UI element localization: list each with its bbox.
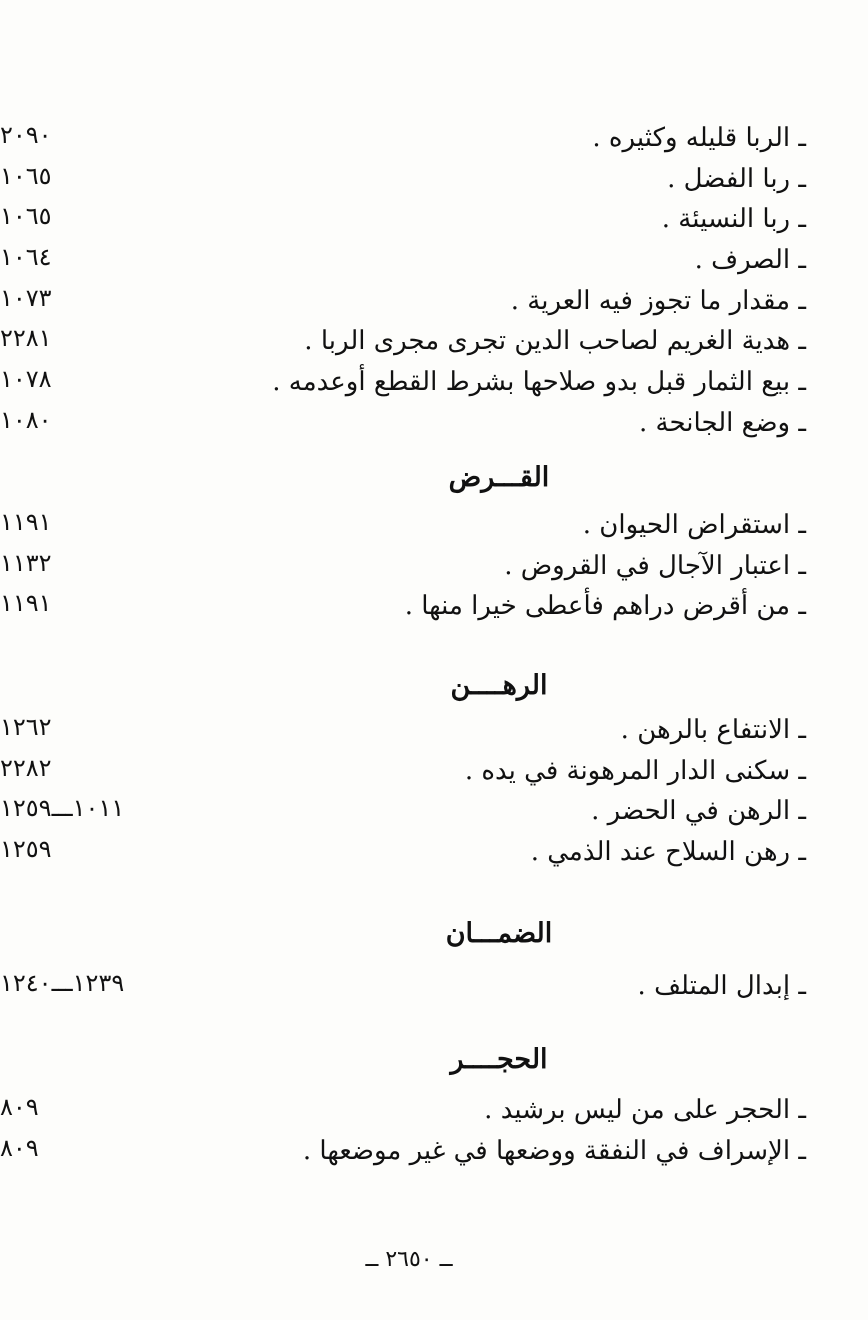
entry-page-number: ١١٩١ [0,589,52,618]
index-entry [0,832,868,873]
index-entry [0,710,868,751]
entry-text: ـ الصرف . [694,245,806,276]
entry-text: ـ استقراض الحيوان . [582,510,806,540]
section-heading-rahn: الرهــــن [450,670,548,701]
entry-text: ـ الانتفاع بالرهن . [620,715,806,745]
index-entry [0,546,868,587]
entry-text: ـ بيع الثمار قبل بدو صلاحها بشرط القطع أوعدمه . [272,367,806,398]
index-entry [0,321,868,362]
entry-page-number: ٢٢٨١ [0,324,52,353]
entry-page-number: ١٢٦٢ [0,713,52,741]
index-entry [0,159,868,200]
entry-text: ـ مقدار ما تجوز فيه العرية . [510,285,806,316]
entry-text: ـ الحجر على من ليس برشيد . [484,1095,806,1125]
entry-text: ـ وضع الجانحة . [639,407,806,438]
index-entry [0,240,868,281]
entry-text: ـ ربا النسيئة . [661,204,806,235]
rahn-section [0,710,868,873]
entry-page-number: ١٠٦٥ [0,161,52,190]
entry-text: ـ الربا قليله وكثيره . [592,123,806,153]
index-entry [0,1131,868,1172]
entry-text: ـ ربا الفضل . [667,163,806,194]
entry-page-number: ٨٠٩ [0,1133,39,1162]
entry-text: ـ سكنى الدار المرهونة في يده . [464,755,806,786]
entry-page-number: ١٢٥٩ [0,835,52,864]
index-entry [0,966,868,1007]
entry-page-number: ١٠٨٠ [0,405,52,434]
index-entry [0,199,868,240]
page-number-footer: ــ ٢٦٥٠ ــ [365,1247,453,1272]
entry-text: ـ الرهن في الحضر . [591,796,806,827]
entry-page-number: ٨٠٩ [0,1093,39,1121]
index-entry [0,403,868,444]
entry-page-number: ١٠١١ـــ١٢٥٩ [0,794,125,823]
entry-page-number: ٢٠٩٠ [0,121,52,149]
section-heading-hajr: الحجــــر [450,1044,548,1075]
entry-text: ـ الإسراف في النفقة ووضعها في غير موضعها . [302,1135,806,1166]
index-entry [0,791,868,832]
entry-page-number: ١٠٦٥ [0,202,52,231]
index-entry [0,586,868,627]
riba-section [0,118,868,444]
entry-text: ـ من أقرض دراهم فأعطى خيرا منها . [404,591,806,622]
entry-page-number: ١٠٦٤ [0,243,52,272]
section-heading-daman: الضمـــان [445,918,553,949]
entry-page-number: ١٢٣٩ـــ١٢٤٠ [0,969,125,997]
entry-text: ـ اعتبار الآجال في القروض . [504,550,806,581]
entry-page-number: ١٠٧٣ [0,283,52,312]
index-entry [0,281,868,322]
daman-section [0,966,868,1007]
entry-text: ـ إبدال المتلف . [637,971,806,1001]
section-heading-qard: القـــرض [448,462,550,493]
index-entry [0,118,868,159]
index-entry [0,751,868,792]
index-entry [0,505,868,546]
index-entry [0,1090,868,1131]
entry-page-number: ٢٢٨٢ [0,753,52,782]
index-entry [0,362,868,403]
entry-page-number: ١١٣٢ [0,548,52,577]
entry-text: ـ هدية الغريم لصاحب الدين تجرى مجرى الربا . [304,326,806,357]
qard-section [0,505,868,627]
entry-page-number: ١١٩١ [0,508,52,536]
entry-page-number: ١٠٧٨ [0,365,52,394]
entry-text: ـ رهن السلاح عند الذمي . [530,837,806,868]
hajr-section [0,1090,868,1171]
